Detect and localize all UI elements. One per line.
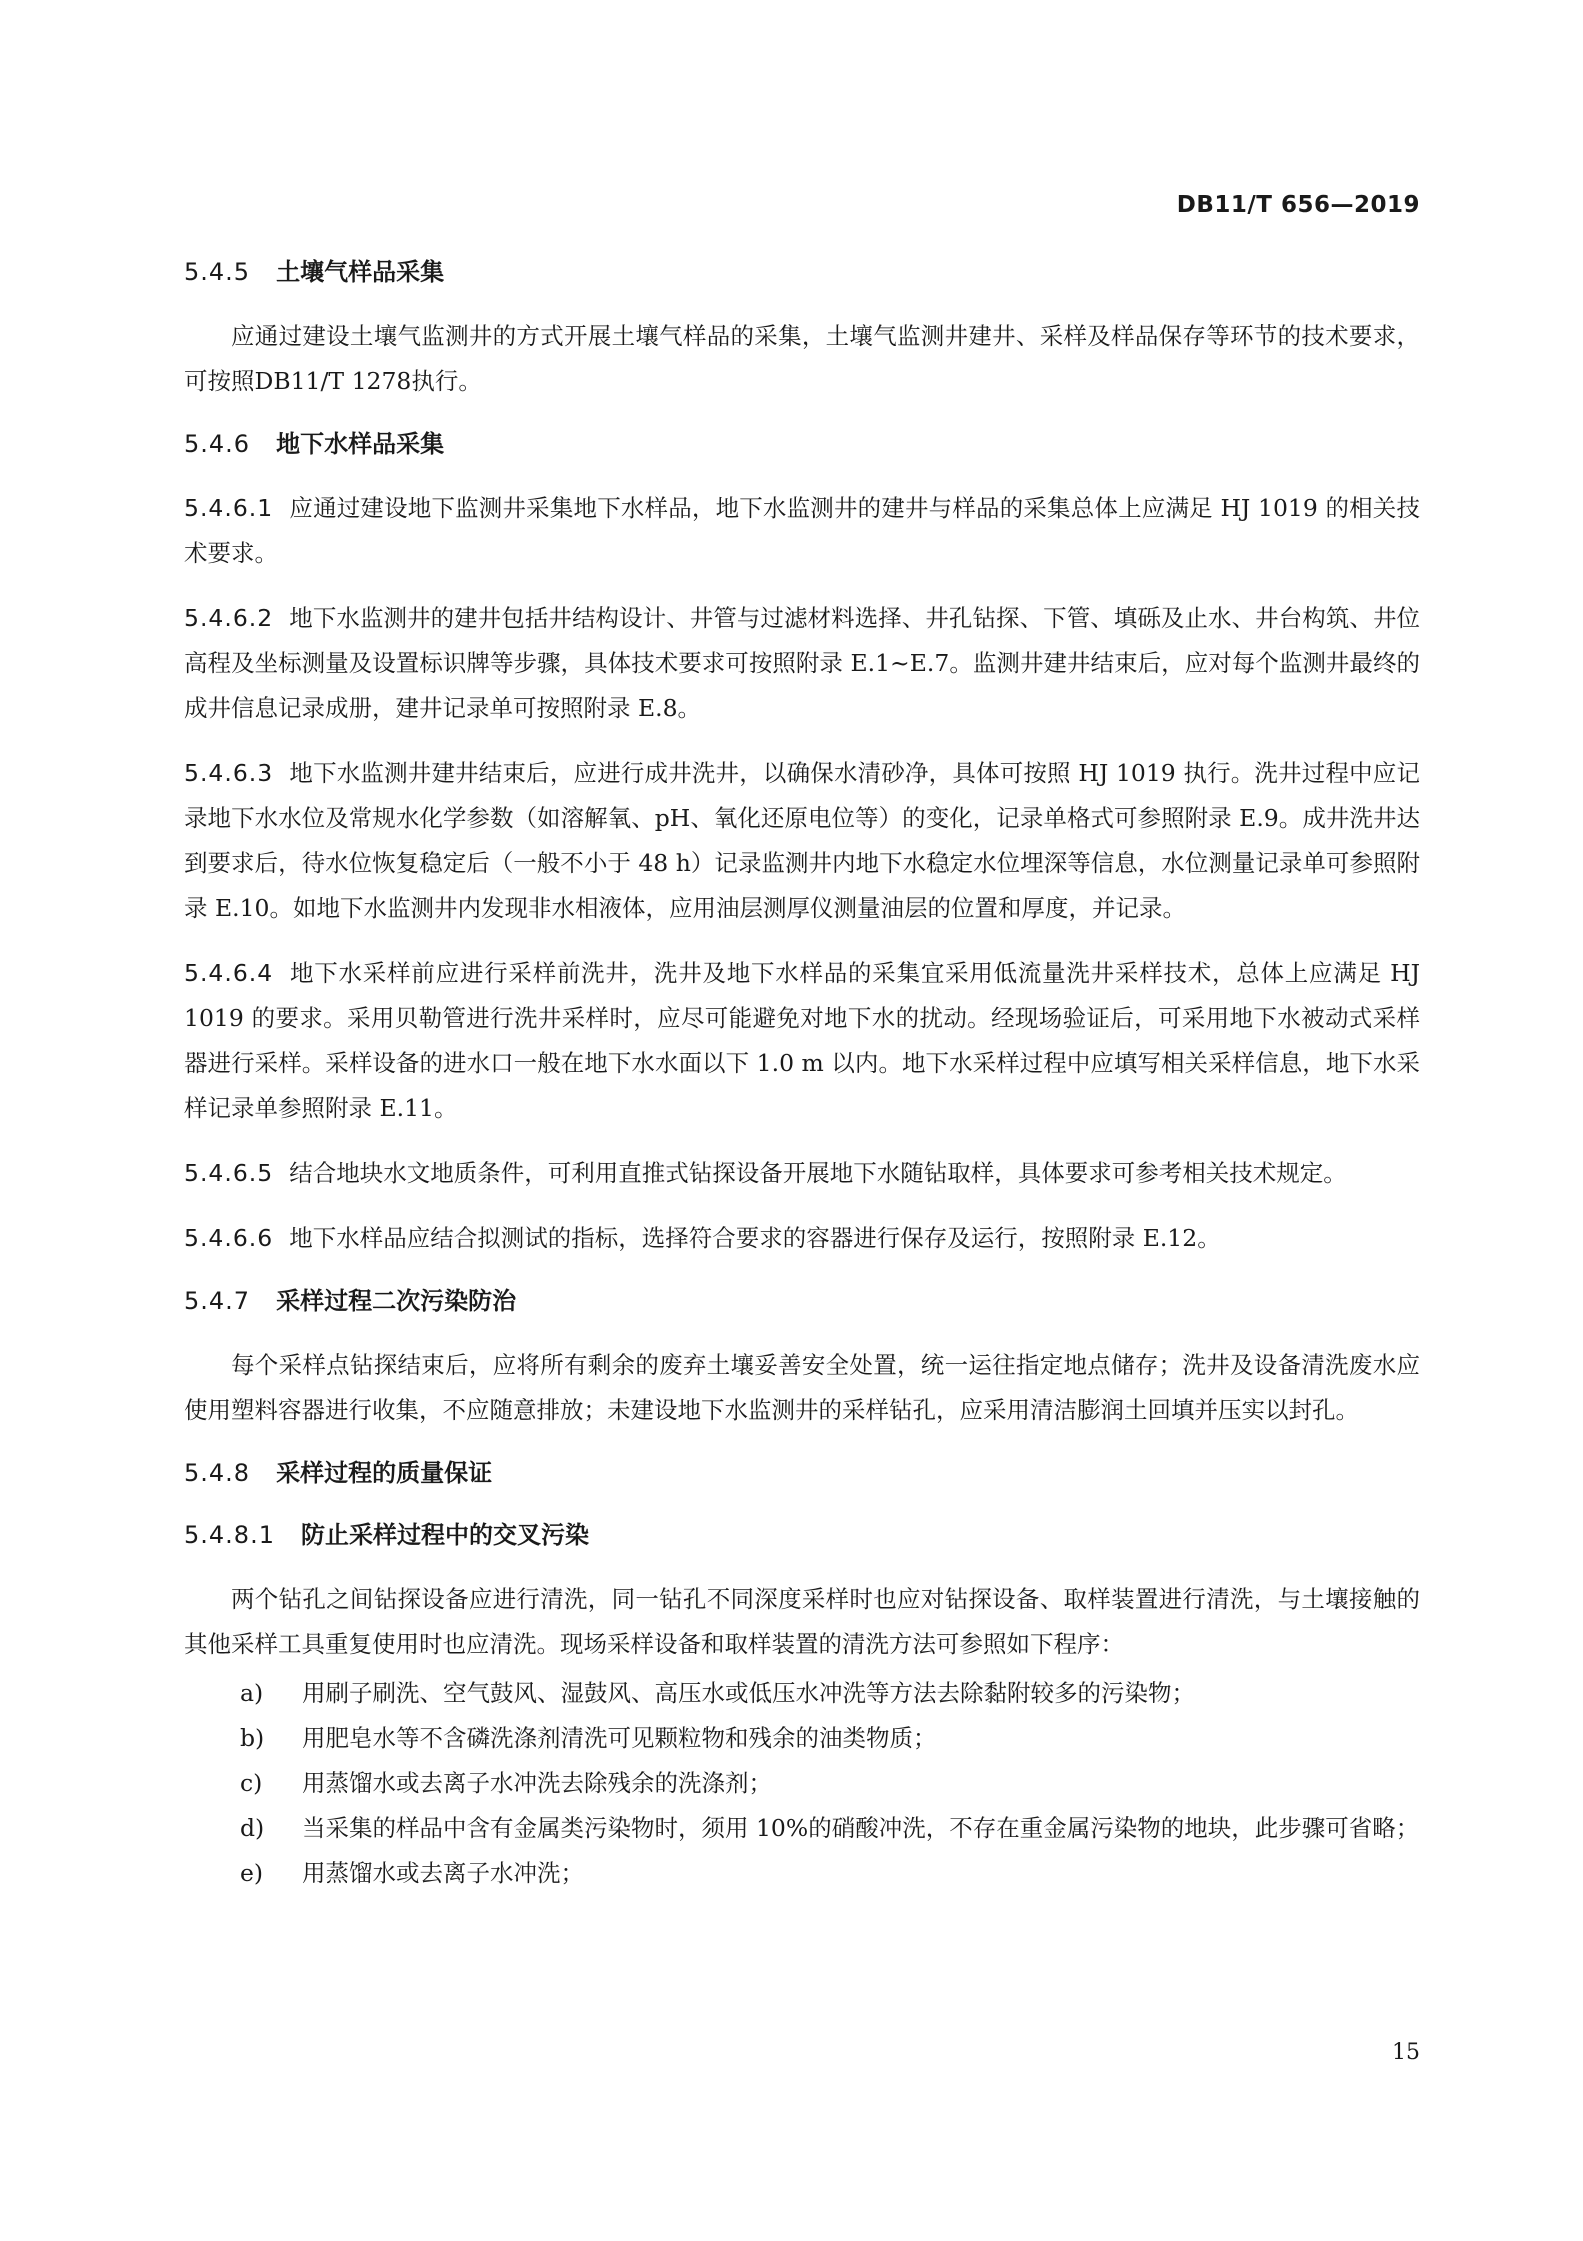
clause-number: 5.4.6.5 [184, 1159, 274, 1187]
list-item-text: 用蒸馏水或去离子水冲洗； [302, 1859, 584, 1887]
clause-text: 地下水采样前应进行采样前洗井，洗井及地下水样品的采集宜采用低流量洗井采样技术，总体上应满足 HJ 1019 的要求。采用贝勒管进行洗井采样时，应尽可能避免对地下水的扰动。经现场验证后，可采用地下水被动式采样器进行采样。采样设备的进水口一般在地下水水面以下 1.0 m 以内。地下水采样过程中应填写相关采样信息，地下水采样记录单参照附录 E.11。 [184, 959, 1420, 1122]
numbered-paragraph [184, 1151, 1420, 1196]
clause-text: 结合地块水文地质条件，可利用直推式钻探设备开展地下水随钻取样，具体要求可参考相关技术规定。 [289, 1159, 1347, 1187]
section-title: 防止采样过程中的交叉污染 [300, 1521, 589, 1549]
section-title: 采样过程二次污染防治 [276, 1287, 517, 1315]
section-heading [184, 1281, 1420, 1321]
numbered-paragraph [184, 1216, 1420, 1261]
page-number: 15 [1392, 2040, 1420, 2065]
list-marker: d) [240, 1814, 265, 1842]
section-heading [184, 252, 1420, 292]
clause-number: 5.4.6.2 [184, 604, 274, 632]
list-item [184, 1806, 1420, 1851]
list-item-text: 用肥皂水等不含磷洗涤剂清洗可见颗粒物和残余的油类物质； [302, 1724, 937, 1752]
clause-text: 地下水监测井建井结束后，应进行成井洗井，以确保水清砂净，具体可按照 HJ 1019 执行。洗井过程中应记录地下水水位及常规水化学参数（如溶解氧、pH、氧化还原电位等）的变化，记录单格式可参照附录 E.9。成井洗井达到要求后，待水位恢复稳定后（一般不小于 48 h）记录监测井内地下水稳定水位埋深等信息，水位测量记录单可参照附录 E.10。如地下水监测井内发现非水相液体，应用油层测厚仪测量油层的位置和厚度，并记录。 [184, 759, 1420, 922]
section-number: 5.4.8.1 [184, 1521, 275, 1549]
list-item [184, 1761, 1420, 1806]
list-item [184, 1716, 1420, 1761]
document-number: DB11/T 656—2019 [1176, 192, 1420, 218]
section-number: 5.4.8 [184, 1459, 251, 1487]
list-item [184, 1671, 1420, 1716]
section-heading [184, 424, 1420, 464]
numbered-paragraph [184, 751, 1420, 931]
section-title: 采样过程的质量保证 [276, 1459, 493, 1487]
cleaning-steps-list [184, 1671, 1420, 1896]
numbered-paragraph [184, 596, 1420, 731]
clause-text: 应通过建设地下监测井采集地下水样品，地下水监测井的建井与样品的采集总体上应满足 HJ 1019 的相关技术要求。 [184, 494, 1420, 567]
list-item-text: 用蒸馏水或去离子水冲洗去除残余的洗涤剂； [302, 1769, 772, 1797]
section-number: 5.4.6 [184, 430, 251, 458]
document-body [184, 252, 1420, 1896]
section-title: 土壤气样品采集 [276, 258, 445, 286]
numbered-paragraph [184, 486, 1420, 576]
clause-number: 5.4.6.3 [184, 759, 274, 787]
clause-number: 5.4.6.1 [184, 494, 274, 522]
list-marker: c) [240, 1769, 263, 1797]
numbered-paragraph [184, 951, 1420, 1131]
section-title: 地下水样品采集 [276, 430, 445, 458]
section-heading [184, 1453, 1420, 1493]
paragraph: 每个采样点钻探结束后，应将所有剩余的废弃土壤妥善安全处置，统一运往指定地点储存；洗井及设备清洗废水应使用塑料容器进行收集，不应随意排放；未建设地下水监测井的采样钻孔，应采用清洁膨润土回填并压实以封孔。 [184, 1351, 1420, 1424]
list-item-text: 当采集的样品中含有金属类污染物时，须用 10%的硝酸冲洗，不存在重金属污染物的地块，此步骤可省略； [302, 1814, 1420, 1842]
paragraph: 应通过建设土壤气监测井的方式开展土壤气样品的采集，土壤气监测井建井、采样及样品保存等环节的技术要求，可按照DB11/T 1278执行。 [184, 322, 1420, 395]
subsection-heading [184, 1515, 1420, 1555]
list-marker: e) [240, 1859, 264, 1887]
clause-number: 5.4.6.6 [184, 1224, 274, 1252]
clause-text: 地下水样品应结合拟测试的指标，选择符合要求的容器进行保存及运行，按照附录 E.12。 [289, 1224, 1221, 1252]
section-number: 5.4.7 [184, 1287, 251, 1315]
list-marker: b) [240, 1724, 265, 1752]
paragraph: 两个钻孔之间钻探设备应进行清洗，同一钻孔不同深度采样时也应对钻探设备、取样装置进行清洗，与土壤接触的其他采样工具重复使用时也应清洗。现场采样设备和取样装置的清洗方法可参照如下程序： [184, 1585, 1420, 1658]
section-number: 5.4.5 [184, 258, 251, 286]
list-marker: a) [240, 1679, 264, 1707]
list-item-text: 用刷子刷洗、空气鼓风、湿鼓风、高压水或低压水冲洗等方法去除黏附较多的污染物； [302, 1679, 1195, 1707]
list-item [184, 1851, 1420, 1896]
clause-number: 5.4.6.4 [184, 959, 274, 987]
clause-text: 地下水监测井的建井包括井结构设计、井管与过滤材料选择、井孔钻探、下管、填砾及止水、井台构筑、井位高程及坐标测量及设置标识牌等步骤，具体技术要求可按照附录 E.1~E.7。监测井建井结束后，应对每个监测井最终的成井信息记录成册，建井记录单可按照附录 E.8。 [184, 604, 1420, 722]
